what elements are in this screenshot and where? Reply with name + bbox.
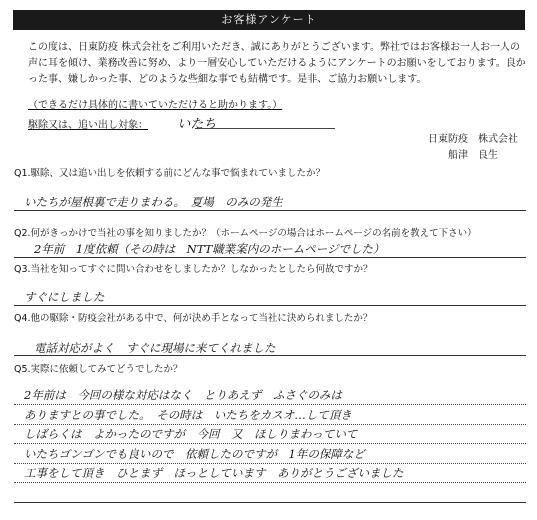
intro-text: この度は、日東防疫 株式会社をご利用いただき、誠にありがとうございます。弊社ではお客様お一人お一人の 声に耳を傾け、業務改善に努め、より一層安心していただけるようにアンケートのお願いをしております。良か った事、嫌しかった事、どのような些細な事でも結構です。是非、ご協力お願いします。	[28, 42, 526, 85]
answer-5: 2年前は 今回の様な対応はなく とりあえず ふさぐのみは ありますとの事でした。 その時は いたちをカスオ…して頂き しばらくは よかったのですが 今回 又 ほしりまわっていて いたちゴンゴンでも良いので 依頼したのですが 1年の保障など 工事をして頂き ひとまず ほっとしています ありがとうございました	[24, 388, 404, 480]
subject-value: いたち	[177, 117, 217, 132]
representative-name: 船津 良生	[448, 150, 498, 161]
question-1: Q1.駆除、又は追い出しを依頼する前にどんな事で悩まれていましたか？	[14, 168, 326, 179]
answer-2-line	[14, 257, 526, 258]
company-name: 日東防疫 株式会社	[428, 134, 518, 145]
answer-5-line-3	[14, 443, 526, 444]
answer-1-line	[14, 210, 526, 211]
answer-4: 電話対応がよく すぐに現場に来てくれました	[34, 341, 276, 355]
answer-5-line-2	[14, 424, 526, 425]
answer-5-line-4	[14, 463, 526, 464]
answer-1: いたちが屋根裏で走りまわる。 夏場 のみの発生	[24, 195, 283, 209]
answer-5-line-6	[14, 502, 526, 503]
answer-3-line	[14, 305, 526, 306]
subject-underline	[195, 128, 335, 129]
answer-4-line	[14, 355, 526, 356]
answer-3: すぐにしました	[24, 290, 105, 304]
question-5: Q5.実際に依頼してみてどうでしたか？	[14, 364, 183, 375]
subject-label: 駆除又は、追い出し対象：	[28, 120, 148, 131]
answer-5-line-5	[14, 482, 526, 483]
question-2: Q2.何がきっかけで当社の事を知りましたか？（ホームページの場合はホームページの名前を教えて下さい）	[14, 228, 477, 239]
subject-row	[28, 113, 216, 132]
answer-5-line-1	[14, 404, 526, 405]
question-3: Q3.当社を知ってすぐに問い合わせをしましたか？しなかったとしたら何故ですか？	[14, 264, 373, 275]
questionnaire-title: お客様アンケート	[13, 10, 525, 30]
question-4: Q4.他の駆除・防疫会社がある中で、何が決め手となって当社に決められましたか？	[14, 313, 373, 324]
answer-2: 2年前 1度依頼（その時は NTT職業案内のホームページでした）	[34, 242, 385, 256]
intro-note: （できるだけ具体的に書いていただけると助かります。）	[28, 100, 283, 111]
